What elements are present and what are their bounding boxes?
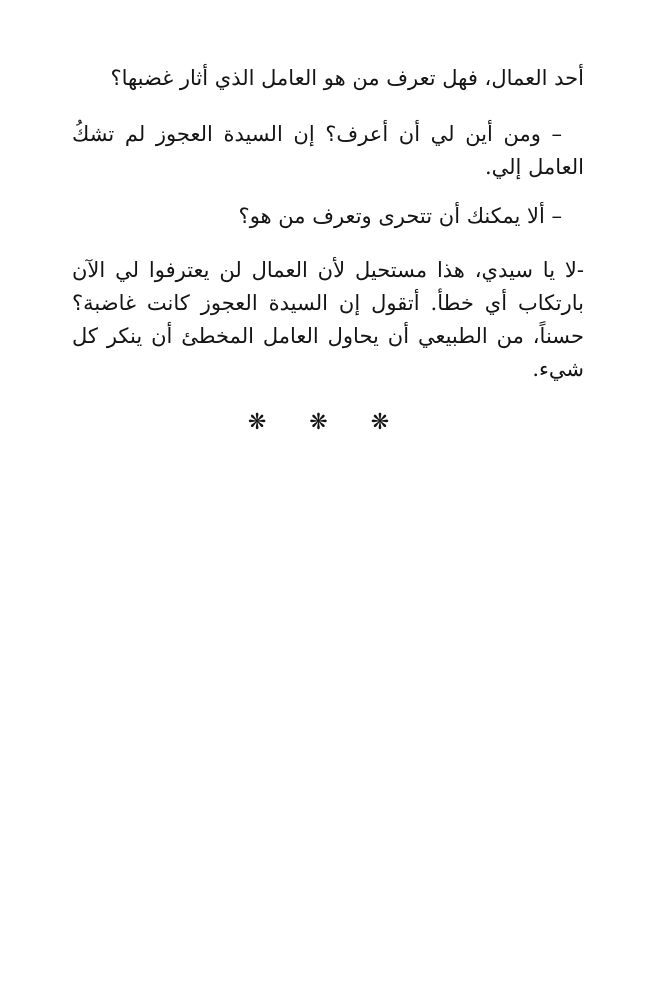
asterism-icon: ❋ — [370, 410, 404, 435]
paragraph-4: -لا يا سيدي، هذا مستحيل لأن العمال لن يعترفوا لي الآن بارتكاب أي خطأ. أتقول إن السيدة العجوز كانت غاضبة؟ حسناً، من الطبيعي أن يحاول العامل المخطئ أن ينكر كل شيء. — [72, 258, 585, 381]
paragraph-2: – ومن أين لي أن أعرف؟ إن السيدة العجوز لم تشكُ العامل إلي. — [72, 122, 584, 179]
paragraph-3: – ألا يمكنك أن تتحرى وتعرف من هو؟ — [238, 204, 562, 228]
section-separator — [0, 410, 651, 435]
paragraph-1: أحد العمال، فهل تعرف من هو العامل الذي أثار غضبها؟ — [110, 66, 584, 90]
asterism-icon: ❋ — [247, 410, 281, 435]
asterism-icon: ❋ — [309, 410, 342, 435]
